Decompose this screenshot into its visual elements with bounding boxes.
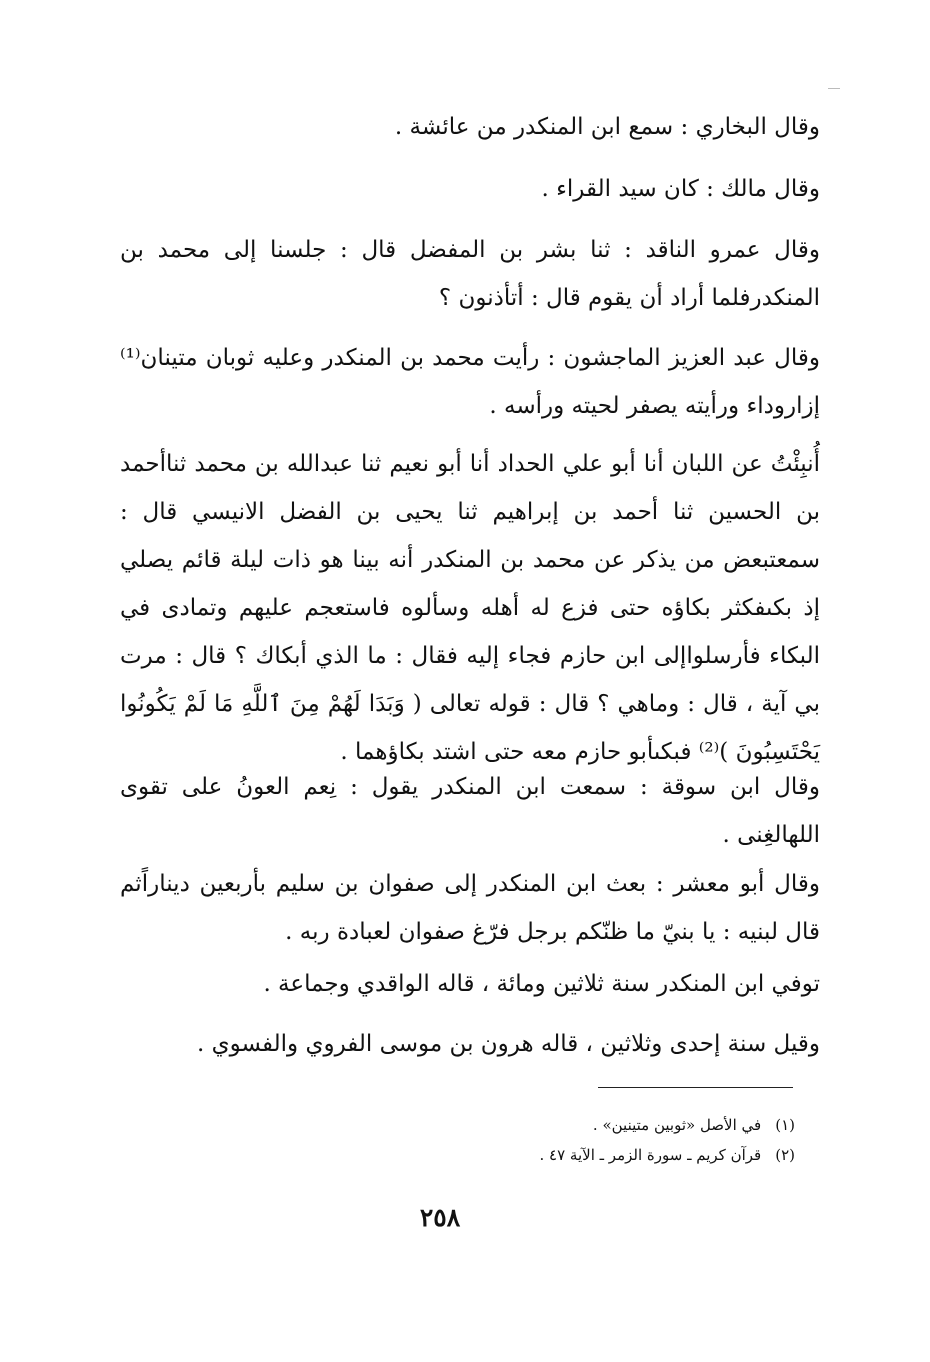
- text-line: وقال عمرو الناقد : ثنا بشر بن المفضل قال : جلسنا إلى محمد بن المنكدر: [120, 237, 820, 311]
- paragraph-abu-mashar: [120, 860, 820, 956]
- footnote-text: في الأصل «ثوبين متينين» .: [592, 1116, 762, 1134]
- footnote-2: [470, 1140, 795, 1170]
- scan-edge-mark: [828, 88, 840, 89]
- footnote-1: [470, 1110, 795, 1140]
- text-line: وقيل سنة إحدى وثلاثين ، قاله هرون بن موسى الفروي والفسوي .: [196, 1031, 820, 1057]
- footnote-text: قرآن كريم ـ سورة الزمر ـ الآية ٤٧ .: [539, 1146, 762, 1164]
- text-line: وقال مالك : كان سيد القراء .: [541, 176, 820, 202]
- text-line: فكثر بكاؤه حتى فزع له أهله وسألوه فاستعجم عليهم وتمادى في البكاء فأرسلوا: [120, 595, 820, 669]
- text-line: هي ؟ قال : قوله تعالى ( وَبَدَا لَهُمْ مِنَ ٱللَّهِ مَا لَمْ يَكُونُوا يَحْتَسِبُونَ )⁽²⁾ فبكى: [120, 691, 820, 765]
- text-line: وقال أبو معشر : بعث ابن المنكدر إلى صفوان بن سليم بأربعين ديناراً: [141, 871, 820, 897]
- text-line: توفي ابن المنكدر سنة ثلاثين ومائة ، قاله الواقدي وجماعة .: [263, 971, 820, 997]
- text-line: وقال البخاري : سمع ابن المنكدر من عائشة .: [394, 114, 820, 140]
- page-number: ٢٥٨: [419, 1203, 461, 1232]
- paragraph-amr-naqid: [120, 226, 820, 322]
- text-line: بعض من يذكر عن محمد بن المنكدر أنه بينا هو ذات ليلة قائم يصلي إذ بكى: [120, 547, 820, 621]
- text-line: أبو حازم معه حتى اشتد بكاؤهما .: [340, 739, 654, 765]
- footnote-number: (٢): [775, 1146, 795, 1164]
- paragraph-ibn-suqa: [120, 763, 820, 859]
- text-line: أُنبِئْتُ عن اللبان أنا أبو علي الحداد أنا أبو نعيم ثنا عبدالله بن محمد ثنا: [165, 451, 820, 477]
- text-line: أحمد بن الحسين ثنا أحمد بن إبراهيم ثنا يحيى بن الفضل الانيسي قال : سمعت: [120, 451, 820, 573]
- paragraph-alt-death-date: [120, 1020, 820, 1068]
- footnotes: [470, 1110, 795, 1170]
- text-line: فلما أراد أن يقوم قال : أتأذنون ؟: [438, 285, 751, 311]
- text-line: وقال ابن سوقة : سمعت ابن المنكدر يقول : نِعم العونُ على تقوى الله: [120, 774, 820, 848]
- text-line: إزاروداء ورأيته يصفر لحيته ورأسه .: [489, 393, 820, 419]
- text-line: ثم قال لبنيه : يا بنيّ ما ظنّكم برجل فرّغ صفوان لعبادة ربه .: [120, 871, 820, 945]
- footnote-number: (١): [775, 1116, 795, 1134]
- paragraph-majishun: [120, 334, 820, 430]
- paragraph-narration-weeping: [120, 440, 820, 776]
- paragraph-malik: [120, 165, 820, 213]
- footnote-separator: [598, 1087, 793, 1088]
- text-line: إلى ابن حازم فجاء إليه فقال : ما الذي أبكاك ؟ قال : مرت بي آية ، قال : وما: [120, 643, 820, 717]
- text-line: وقال عبد العزيز الماجشون : رأيت محمد بن المنكدر وعليه ثوبان متينان⁽¹⁾: [120, 345, 820, 371]
- paragraph-bukhari: [120, 103, 820, 151]
- paragraph-death-date: [120, 960, 820, 1008]
- text-line: الغِنى .: [722, 822, 789, 848]
